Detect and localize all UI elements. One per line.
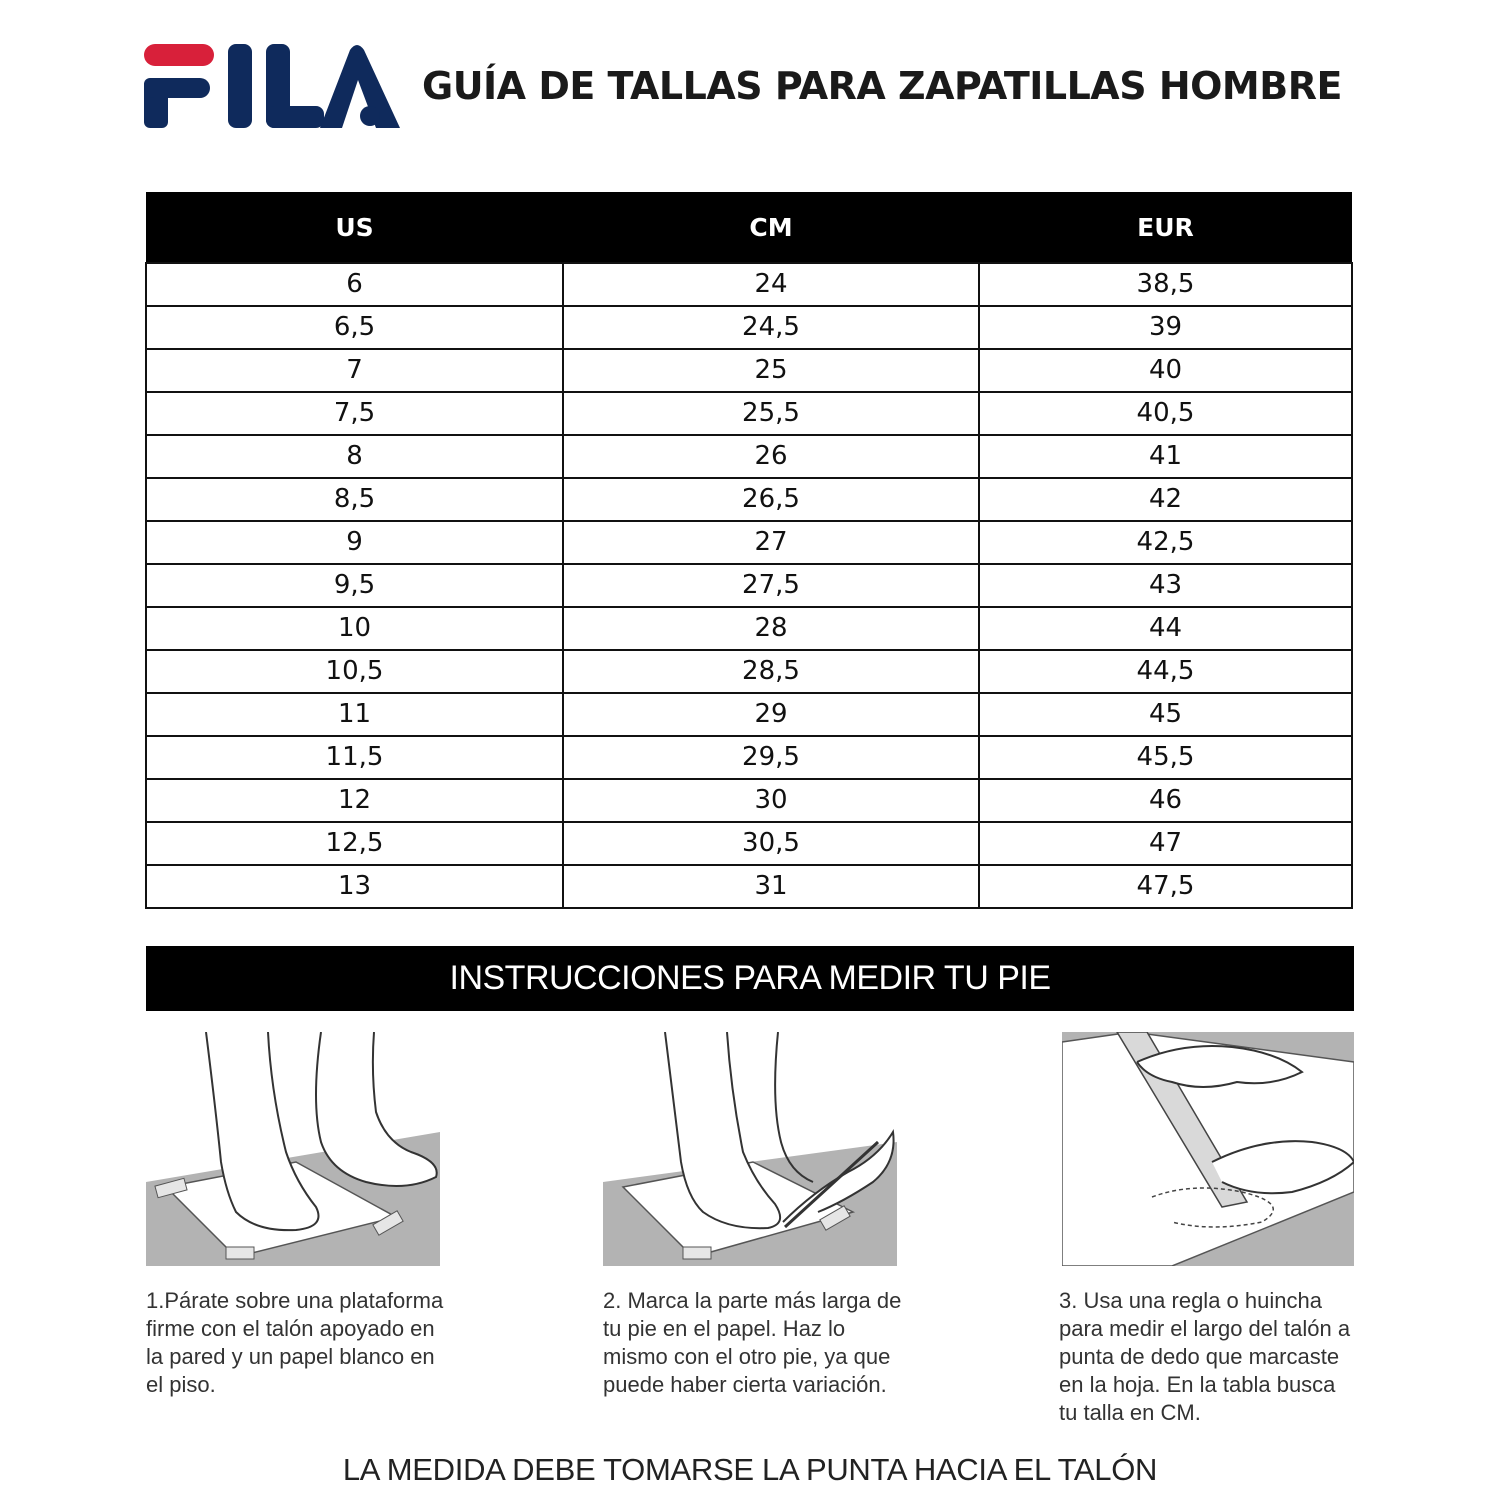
cell-us: 12,5 [146, 822, 563, 865]
cell-us: 10 [146, 607, 563, 650]
table-row [146, 650, 1352, 693]
cell-eur: 44 [979, 607, 1352, 650]
table-row [146, 607, 1352, 650]
cell-us: 10,5 [146, 650, 563, 693]
cell-cm: 30 [563, 779, 979, 822]
cell-eur: 45,5 [979, 736, 1352, 779]
cell-eur: 40,5 [979, 392, 1352, 435]
cell-cm: 25,5 [563, 392, 979, 435]
cell-eur: 40 [979, 349, 1352, 392]
cell-us: 9 [146, 521, 563, 564]
table-row [146, 521, 1352, 564]
table-row [146, 349, 1352, 392]
step-3-illustration [1062, 1032, 1354, 1266]
cell-cm: 26 [563, 435, 979, 478]
table-row [146, 693, 1352, 736]
cell-us: 7,5 [146, 392, 563, 435]
cell-cm: 29,5 [563, 736, 979, 779]
cell-cm: 24,5 [563, 306, 979, 349]
table-row [146, 865, 1352, 908]
cell-cm: 27 [563, 521, 979, 564]
cell-us: 7 [146, 349, 563, 392]
cell-cm: 28 [563, 607, 979, 650]
table-row [146, 736, 1352, 779]
cell-eur: 39 [979, 306, 1352, 349]
size-table [145, 192, 1353, 909]
cell-cm: 27,5 [563, 564, 979, 607]
cell-us: 13 [146, 865, 563, 908]
table-row [146, 564, 1352, 607]
cell-eur: 38,5 [979, 263, 1352, 306]
fila-logo [144, 40, 404, 132]
cell-cm: 24 [563, 263, 979, 306]
cell-eur: 41 [979, 435, 1352, 478]
cell-eur: 47 [979, 822, 1352, 865]
cell-eur: 43 [979, 564, 1352, 607]
column-header-eur: EUR [979, 192, 1352, 263]
cell-us: 6 [146, 263, 563, 306]
cell-eur: 42 [979, 478, 1352, 521]
step-2-illustration [603, 1032, 897, 1266]
cell-us: 8 [146, 435, 563, 478]
page-title: GUÍA DE TALLAS PARA ZAPATILLAS HOMBRE [422, 64, 1342, 108]
cell-cm: 29 [563, 693, 979, 736]
cell-eur: 44,5 [979, 650, 1352, 693]
cell-cm: 26,5 [563, 478, 979, 521]
cell-eur: 45 [979, 693, 1352, 736]
table-row [146, 822, 1352, 865]
cell-cm: 28,5 [563, 650, 979, 693]
cell-us: 8,5 [146, 478, 563, 521]
cell-eur: 42,5 [979, 521, 1352, 564]
table-row [146, 392, 1352, 435]
cell-us: 6,5 [146, 306, 563, 349]
column-header-us: US [146, 192, 563, 263]
table-header-row [146, 192, 1352, 263]
cell-cm: 25 [563, 349, 979, 392]
cell-us: 12 [146, 779, 563, 822]
table-row [146, 779, 1352, 822]
step-3-text: 3. Usa una regla o huincha para medir el largo del talón a punta de dedo que marcaste en la hoja. En la tabla busca tu talla en CM. [1059, 1288, 1351, 1425]
cell-us: 11 [146, 693, 563, 736]
cell-cm: 31 [563, 865, 979, 908]
table-row [146, 478, 1352, 521]
instructions-heading: INSTRUCCIONES PARA MEDIR TU PIE [146, 946, 1354, 1011]
table-row [146, 306, 1352, 349]
size-table-body [146, 263, 1352, 908]
table-row [146, 263, 1352, 306]
cell-us: 9,5 [146, 564, 563, 607]
step-2-text: 2. Marca la parte más larga de tu pie en el papel. Haz lo mismo con el otro pie, ya que puede haber cierta variación. [603, 1288, 902, 1397]
cell-eur: 47,5 [979, 865, 1352, 908]
cell-eur: 46 [979, 779, 1352, 822]
step-1-text: 1.Párate sobre una plataforma firme con el talón apoyado en la pared y un papel blanco en el piso. [146, 1288, 444, 1397]
step-1-illustration [146, 1032, 440, 1266]
column-header-cm: CM [563, 192, 979, 263]
measurement-note: LA MEDIDA DEBE TOMARSE LA PUNTA HACIA EL TALÓN [342, 1452, 1158, 1487]
table-row [146, 435, 1352, 478]
cell-cm: 30,5 [563, 822, 979, 865]
cell-us: 11,5 [146, 736, 563, 779]
